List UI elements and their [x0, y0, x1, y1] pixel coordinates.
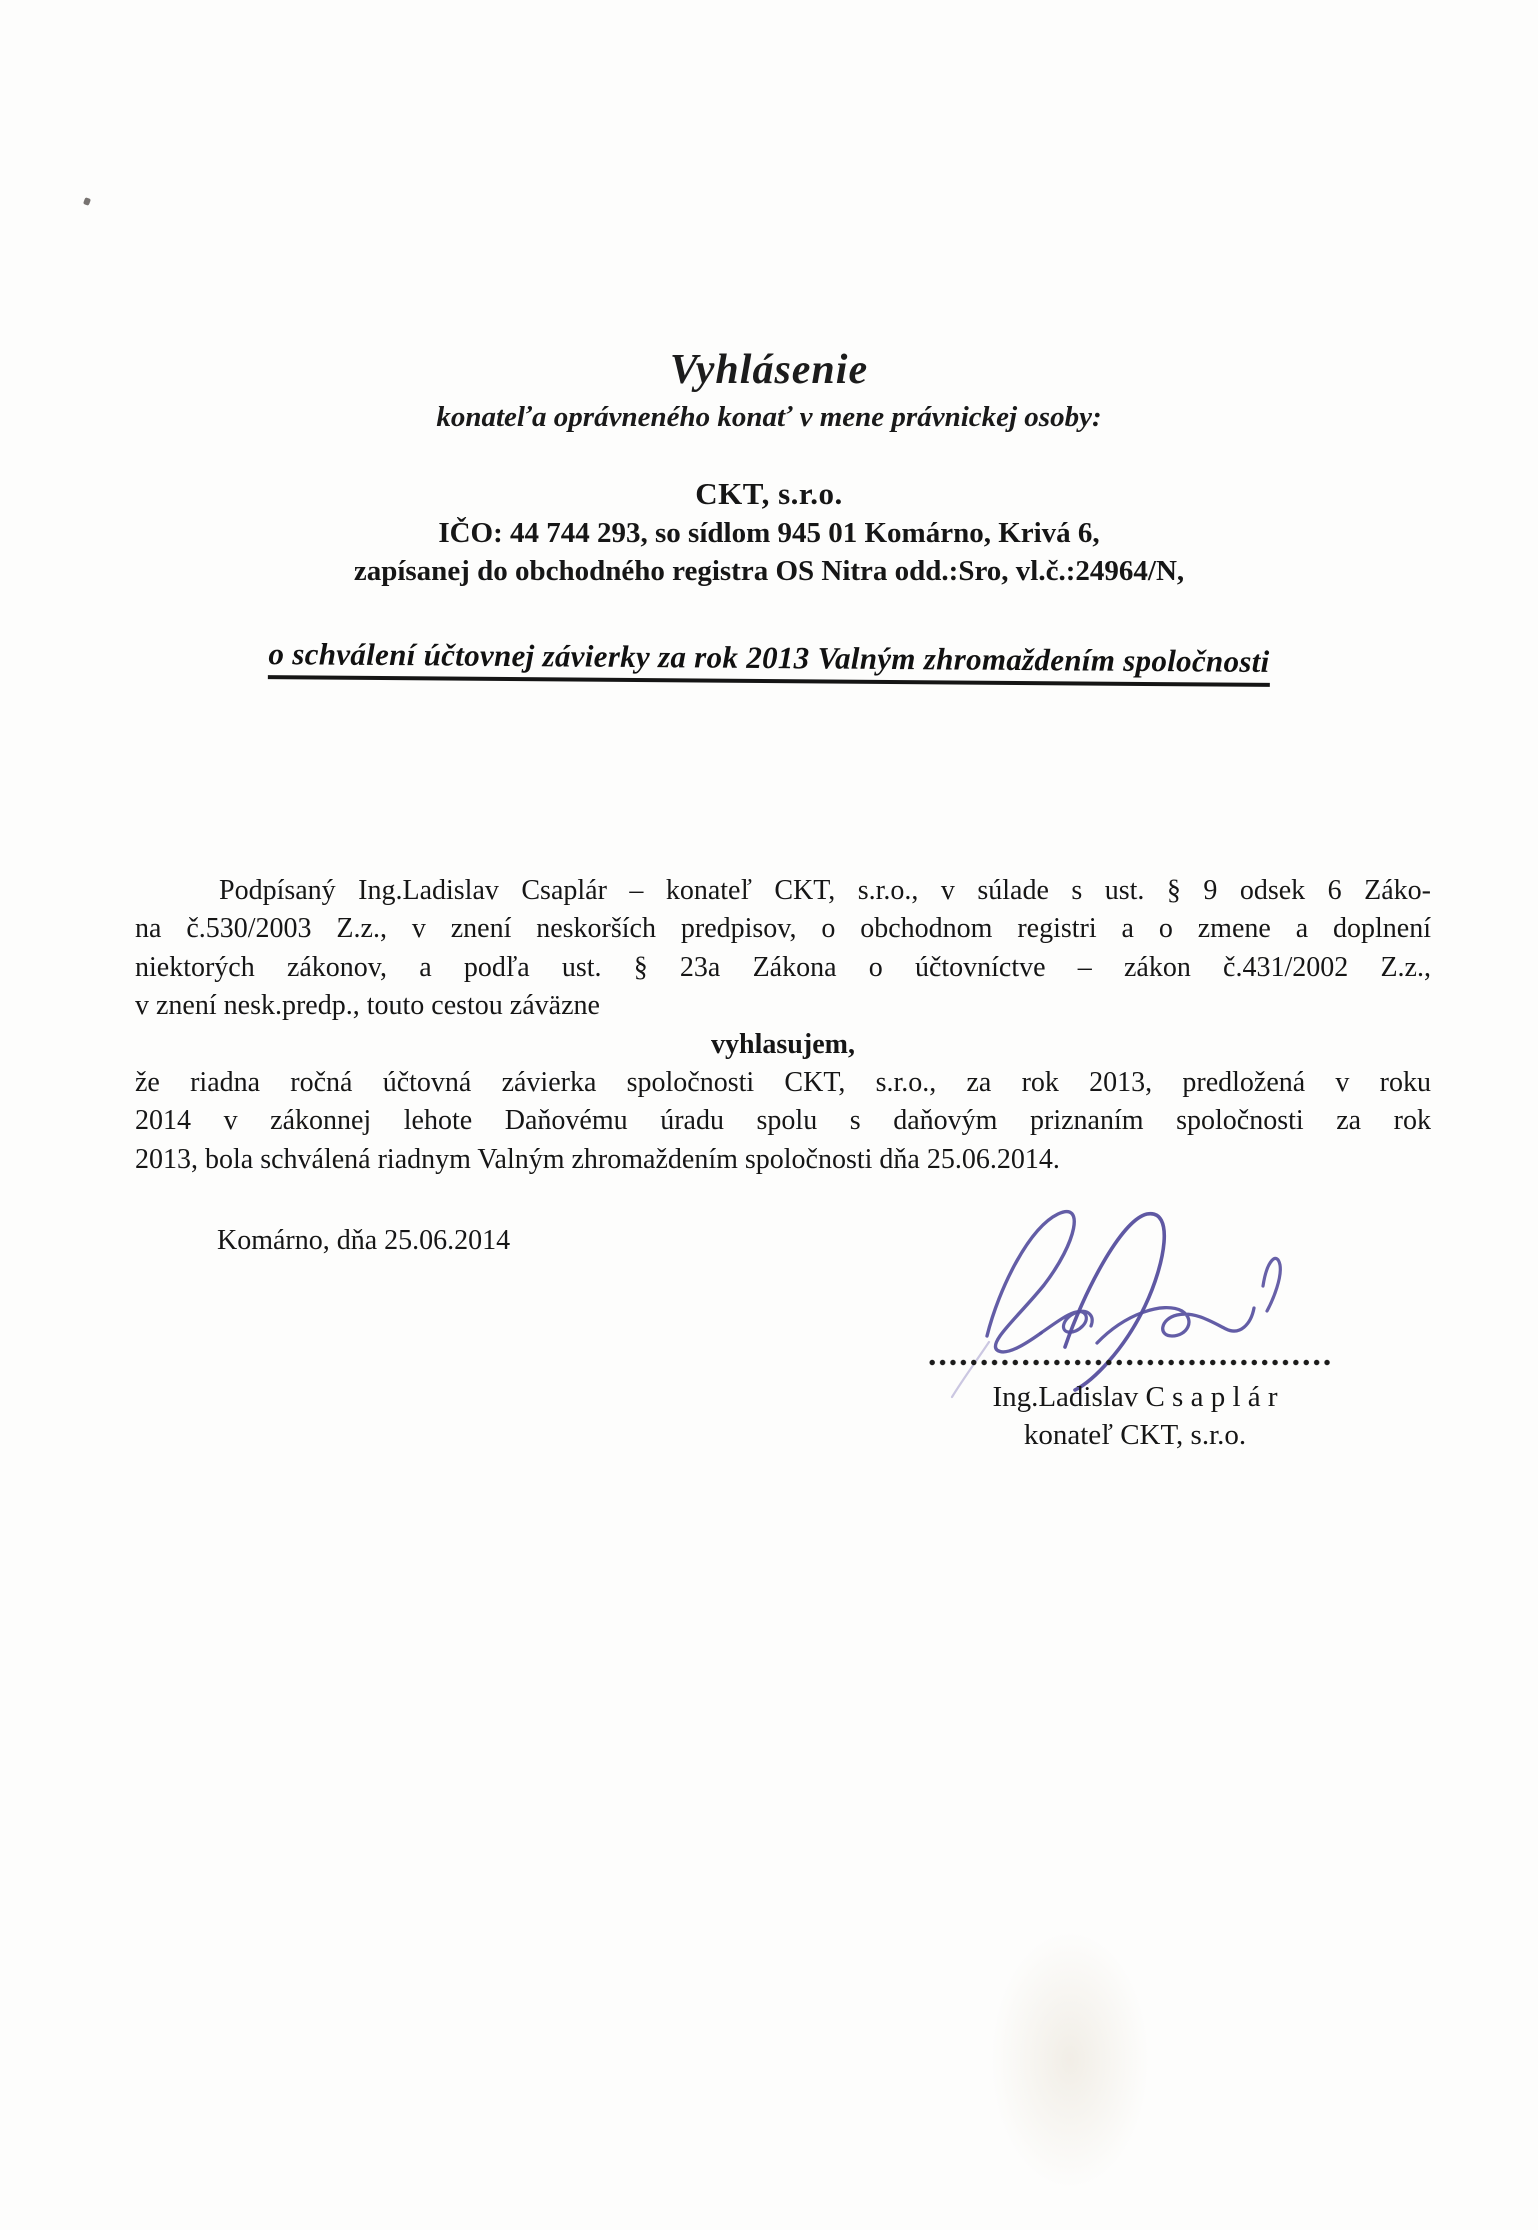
document-subtitle: konateľa oprávneného konať v mene právnickej osoby:: [436, 401, 1102, 433]
signature-block: [905, 1185, 1375, 1465]
body-text-line: že riadna ročná účtovná závierka spoločnosti CKT, s.r.o., za rok 2013, predložená v roku: [135, 1067, 1431, 1099]
scan-speck: [83, 197, 91, 206]
body-paragraph-1: [135, 872, 1431, 1026]
signer-name: Ing.Ladislav C s a p l á r: [992, 1381, 1278, 1413]
scan-smudge: [990, 1930, 1150, 2190]
declaration-word: vyhlasujem,: [711, 1028, 855, 1060]
document-body: [135, 872, 1431, 1179]
subject-heading-wrap: [0, 634, 1538, 689]
body-text-line: 2013, bola schválená riadnym Valným zhromaždením spoločnosti dňa 25.06.2014.: [135, 1143, 1060, 1175]
document-title: Vyhlásenie: [669, 347, 869, 393]
body-text-line: na č.530/2003 Z.z., v znení neskorších predpisov, o obchodnom registri a o zmene a doplnení: [135, 913, 1431, 945]
body-text-line: Podpísaný Ing.Ladislav Csaplár – konateľ CKT, s.r.o., v súlade s ust. § 9 odsek 6 Záko-: [219, 875, 1431, 906]
body-paragraph-2: [135, 1064, 1431, 1179]
signature-ink: [925, 1190, 1355, 1400]
place-date-line: Komárno, dňa 25.06.2014: [217, 1225, 511, 1256]
body-text-line: niektorých zákonov, a podľa ust. § 23a Zákona o účtovníctve – zákon č.431/2002 Z.z.,: [135, 951, 1431, 983]
company-name: CKT, s.r.o.: [695, 476, 843, 511]
body-text-line: 2014 v zákonnej lehote Daňovému úradu spolu s daňovým priznaním spoločnosti za rok: [135, 1105, 1431, 1137]
company-block: [0, 474, 1538, 590]
company-registration-line2: zapísanej do obchodného registra OS Nitra odd.:Sro, vl.č.:24964/N,: [353, 555, 1185, 587]
company-registration-line1: IČO: 44 744 293, so sídlom 945 01 Komárno, Krivá 6,: [438, 517, 1100, 549]
title-block: [0, 346, 1538, 434]
signer-role: konateľ CKT, s.r.o.: [1023, 1419, 1247, 1451]
subject-heading: o schválení účtovnej závierky za rok 2013 Valným zhromaždením spoločnosti: [268, 636, 1269, 687]
body-text-line: v znení nesk.predp., touto cestou záväzne: [135, 990, 600, 1022]
signature-dotted-line: [927, 1359, 1333, 1366]
